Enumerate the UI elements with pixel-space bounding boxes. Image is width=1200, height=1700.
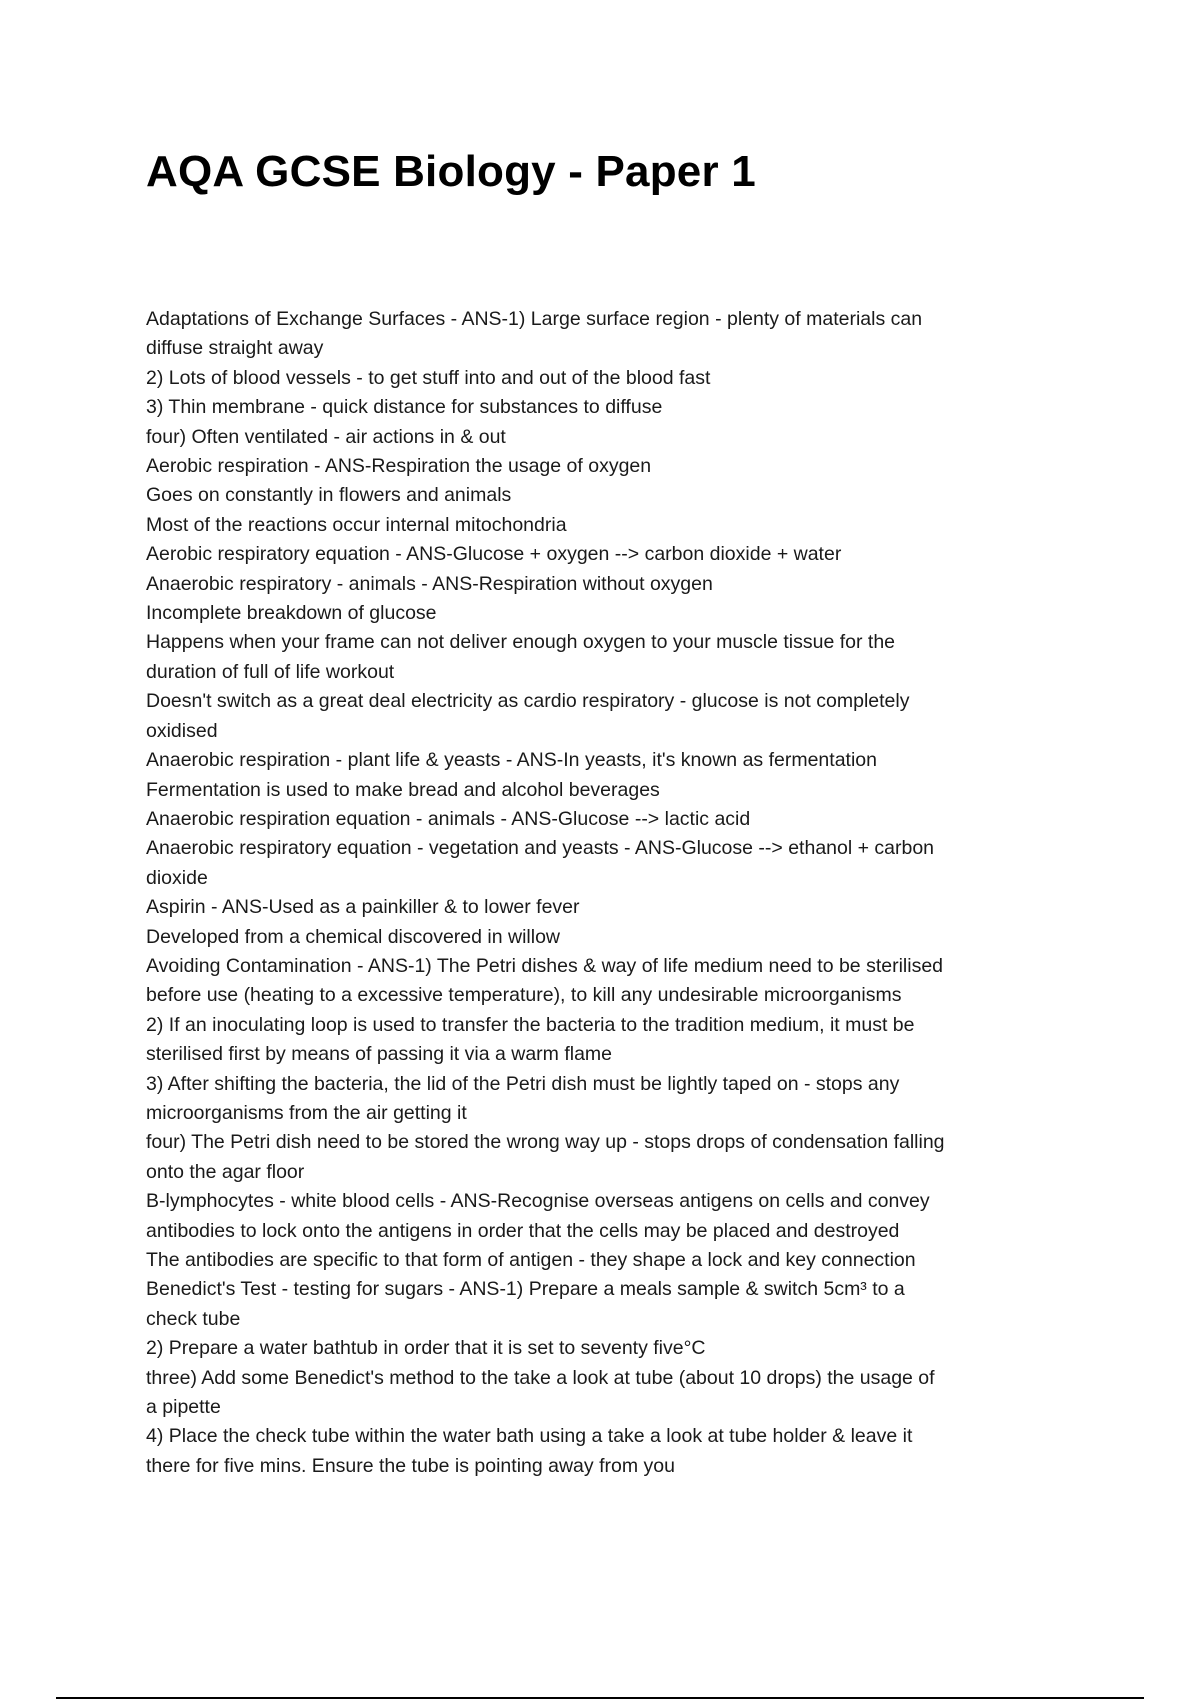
text-line: diffuse straight away [146, 337, 324, 360]
text-line: dioxide [146, 866, 208, 889]
text-line: 3) Thin membrane - quick distance for substances to diffuse [146, 396, 663, 419]
text-line: Fermentation is used to make bread and alcohol beverages [146, 778, 660, 801]
text-line: Anaerobic respiratory equation - vegetation and yeasts - ANS-Glucose --> ethanol + carbon [146, 837, 935, 860]
text-line: a pipette [146, 1396, 221, 1419]
text-line: four) The Petri dish need to be stored the wrong way up - stops drops of condensation falling [146, 1131, 945, 1154]
text-line: sterilised first by means of passing it via a warm flame [146, 1043, 613, 1066]
text-line: before use (heating to a excessive temperature), to kill any undesirable microorganisms [146, 984, 902, 1007]
text-line: Anaerobic respiration equation - animals - ANS-Glucose --> lactic acid [146, 807, 751, 830]
text-line: Goes on constantly in flowers and animals [146, 484, 512, 507]
text-line: Adaptations of Exchange Surfaces - ANS-1) Large surface region - plenty of materials can [146, 308, 923, 330]
text-line: oxidised [146, 719, 218, 742]
text-line: 2) Prepare a water bathtub in order that it is set to seventy five°C [146, 1337, 706, 1360]
text-line: Anaerobic respiration - plant life & yeasts - ANS-In yeasts, it's known as fermentation [146, 749, 877, 772]
text-line: Developed from a chemical discovered in willow [146, 925, 561, 948]
text-line: Avoiding Contamination - ANS-1) The Petri dishes & way of life medium need to be sterilised [146, 954, 944, 977]
text-line: three) Add some Benedict's method to the take a look at tube (about 10 drops) the usage of [146, 1366, 935, 1389]
text-line: four) Often ventilated - air actions in & out [146, 425, 506, 448]
text-line: there for five mins. Ensure the tube is pointing away from you [146, 1454, 675, 1477]
text-line: 3) After shifting the bacteria, the lid of the Petri dish must be lightly taped on - stops any [146, 1072, 900, 1095]
text-line: check tube [146, 1307, 241, 1330]
text-line: onto the agar floor [146, 1160, 305, 1183]
text-line: The antibodies are specific to that form of antigen - they shape a lock and key connection [146, 1249, 916, 1271]
text-line: microorganisms from the air getting it [146, 1101, 467, 1124]
text-line: duration of full of life workout [146, 660, 395, 683]
text-line: 4) Place the check tube within the water bath using a take a look at tube holder & leave it [146, 1425, 913, 1448]
text-line: Most of the reactions occur internal mitochondria [146, 513, 567, 536]
text-line: Doesn't switch as a great deal electricity as cardio respiratory - glucose is not completely [146, 690, 910, 713]
text-line: 2) Lots of blood vessels - to get stuff into and out of the blood fast [146, 366, 711, 389]
text-line: antibodies to lock onto the antigens in order that the cells may be placed and destroyed [146, 1219, 900, 1242]
document-title: AQA GCSE Biology - Paper 1 [146, 147, 756, 196]
text-line: Happens when your frame can not deliver enough oxygen to your muscle tissue for the [146, 631, 896, 654]
text-line: B-lymphocytes - white blood cells - ANS-Recognise overseas antigens on cells and convey [146, 1190, 930, 1213]
text-line: Aerobic respiratory equation - ANS-Glucose + oxygen --> carbon dioxide + water [146, 543, 842, 566]
text-line: Aspirin - ANS-Used as a painkiller & to lower fever [146, 896, 580, 919]
text-line: Anaerobic respiratory - animals - ANS-Respiration without oxygen [146, 572, 713, 595]
text-line: Aerobic respiration - ANS-Respiration the usage of oxygen [146, 455, 652, 478]
page-bottom-divider [56, 1697, 1144, 1699]
document-body [146, 305, 1066, 1481]
text-line: 2) If an inoculating loop is used to transfer the bacteria to the tradition medium, it must be [146, 1013, 915, 1036]
text-line: Incomplete breakdown of glucose [146, 602, 437, 625]
text-line: Benedict's Test - testing for sugars - ANS-1) Prepare a meals sample & switch 5cm³ to a [146, 1278, 905, 1301]
